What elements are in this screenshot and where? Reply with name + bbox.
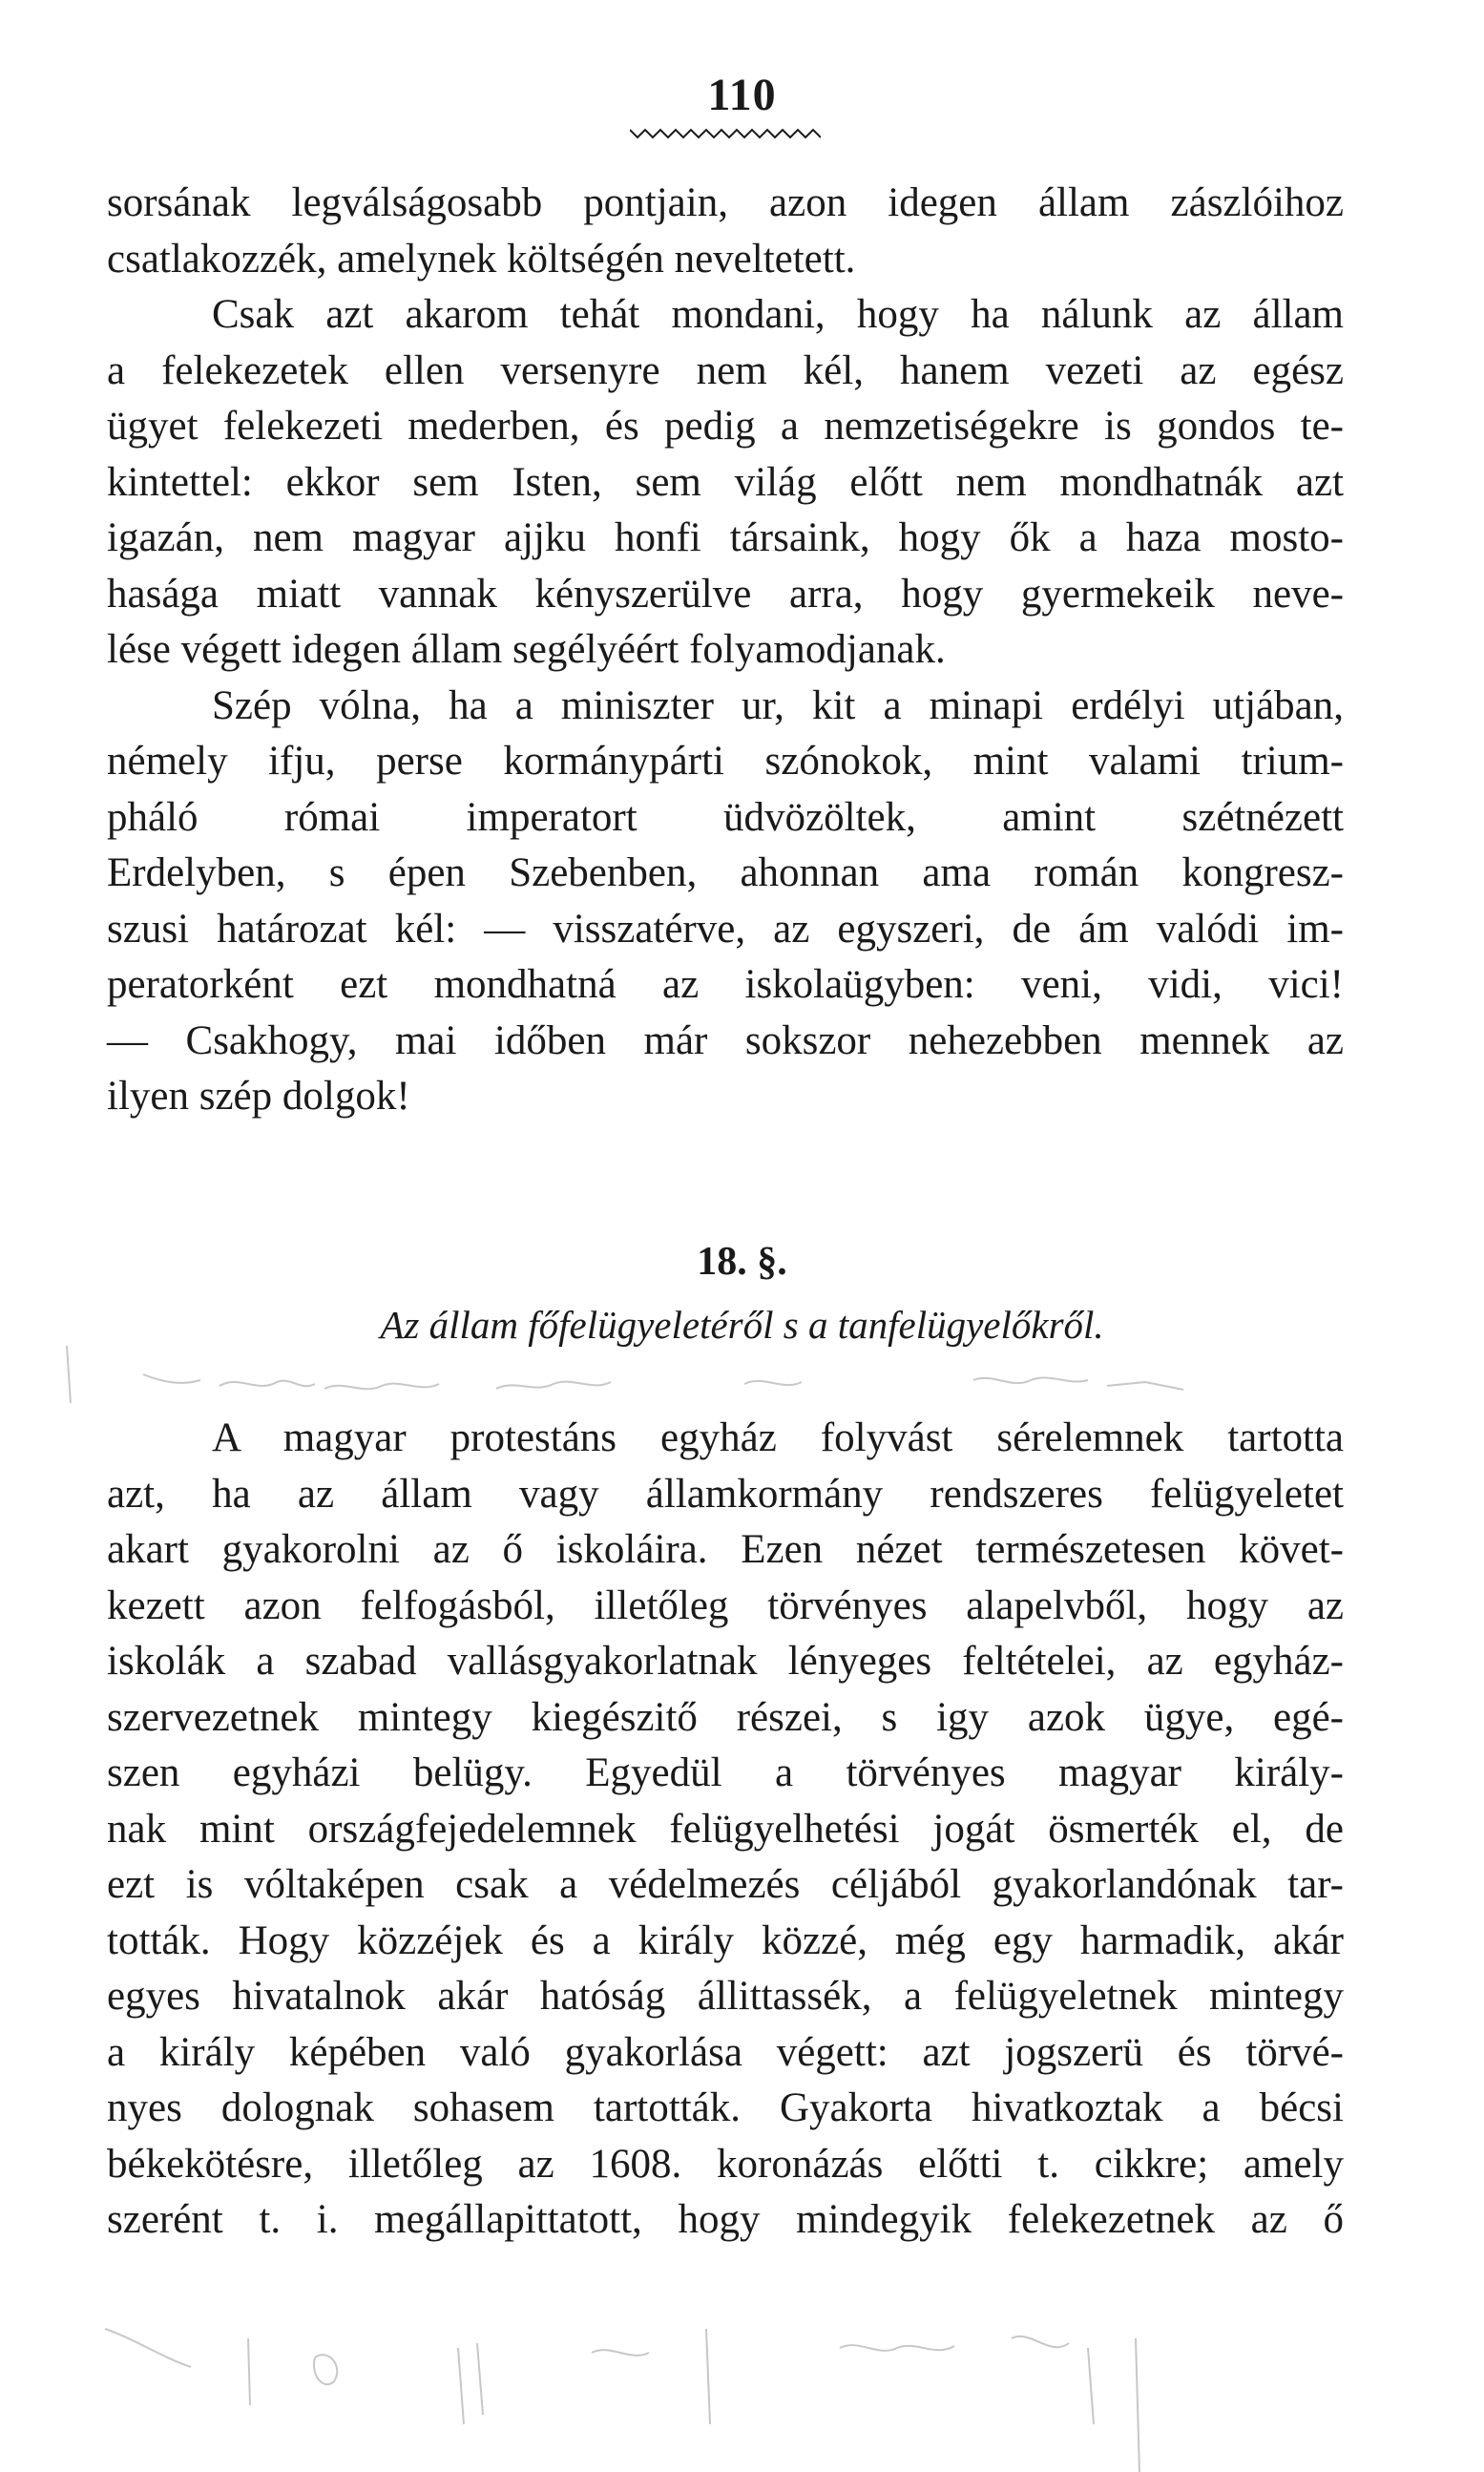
text-line: Csak azt akarom tehát mondani, hogy ha nálunk az állam	[212, 292, 1344, 337]
text-line: — Csakhogy, mai időben már sokszor nehezebben mennek az	[107, 1017, 1344, 1063]
text-line: a király képében való gyakorlása végett: azt jogszerü és törvé-	[107, 2029, 1344, 2075]
text-line: A magyar protestáns egyház folyvást sérelemnek tartotta	[212, 1415, 1344, 1460]
text-line: nyes dolognak sohasem tartották. Gyakorta hivatkoztak a bécsi	[107, 2085, 1344, 2130]
text-line: kezett azon felfogásból, illetőleg törvényes alapelvből, hogy az	[107, 1582, 1344, 1628]
text-line: peratorként ezt mondhatná az iskolaügyben: veni, vidi, vici!	[107, 962, 1344, 1007]
text-line: tották. Hogy közzéjek és a király közzé, még egy harmadik, akár	[107, 1917, 1344, 1963]
body-text-bottom	[107, 1411, 1344, 2249]
text-line: szerént t. i. megállapittatott, hogy mindegyik felekezetnek az ő	[107, 2197, 1344, 2242]
text-line: szervezetnek mintegy kiegészitő részei, s igy azok ügye, egé-	[107, 1694, 1344, 1740]
text-line: azt, ha az állam vagy államkormány rendszeres felügyeletet	[107, 1471, 1344, 1517]
section-number: 18. §.	[697, 1240, 787, 1284]
page-number: 110	[707, 70, 777, 120]
text-line: nak mint országfejedelemnek felügyelhetési jogát ösmerték el, de	[107, 1806, 1344, 1852]
text-line: Szép vólna, ha a miniszter ur, kit a minapi erdélyi utjában,	[212, 682, 1344, 728]
text-line: lése végett idegen állam segélyéért folyamodjanak.	[107, 627, 946, 672]
section-title: Az állam főfelügyeletéről s a tanfelügyelőkről.	[380, 1303, 1104, 1347]
text-line: iskolák a szabad vallásgyakorlatnak lényeges feltételei, az egyház-	[107, 1639, 1344, 1684]
text-line: békekötésre, illetőleg az 1608. koronázás előtti t. cikkre; amely	[107, 2141, 1344, 2187]
text-line: szusi határozat kél: — visszatérve, az egyszeri, de ám valódi im-	[107, 906, 1344, 952]
text-line: egyes hivatalnok akár hatóság állittassék, a felügyeletnek mintegy	[107, 1974, 1344, 2019]
text-line: ezt is vóltaképen csak a védelmezés céljából gyakorlandónak tar-	[107, 1862, 1344, 1907]
text-line: a felekezetek ellen versenyre nem kél, hanem vezeti az egész	[107, 347, 1344, 393]
text-line: Erdelyben, s épen Szebenben, ahonnan ama román kongresz-	[107, 850, 1344, 895]
text-line: ügyet felekezeti mederben, és pedig a nemzetiségekre is gondos te-	[107, 404, 1344, 449]
text-line: akart gyakorolni az ő iskoláira. Ezen nézet természetesen követ-	[107, 1527, 1344, 1572]
text-line: igazán, nem magyar ajjku honfi társaink, hogy ők a haza mosto-	[107, 515, 1344, 560]
body-text-top	[107, 176, 1344, 1125]
page-number-ornament	[630, 126, 821, 139]
text-line: szen egyházi belügy. Egyedül a törvényes magyar király-	[107, 1750, 1344, 1795]
text-line: pháló római imperatort üdvözöltek, amint szétnézett	[107, 794, 1344, 840]
text-line: hasága miatt vannak kényszerülve arra, hogy gyermekeik neve-	[107, 571, 1344, 617]
text-line: ilyen szép dolgok!	[107, 1074, 410, 1119]
text-line: némely ifju, perse kormánypárti szónokok, mint valami trium-	[107, 739, 1344, 784]
text-line: csatlakozzék, amelynek költségén neveltetett.	[107, 236, 856, 282]
text-line: sorsának legválságosabb pontjain, azon idegen állam zászlóihoz	[107, 180, 1344, 225]
text-line: kintettel: ekkor sem Isten, sem világ előtt nem mondhatnák azt	[107, 459, 1344, 505]
